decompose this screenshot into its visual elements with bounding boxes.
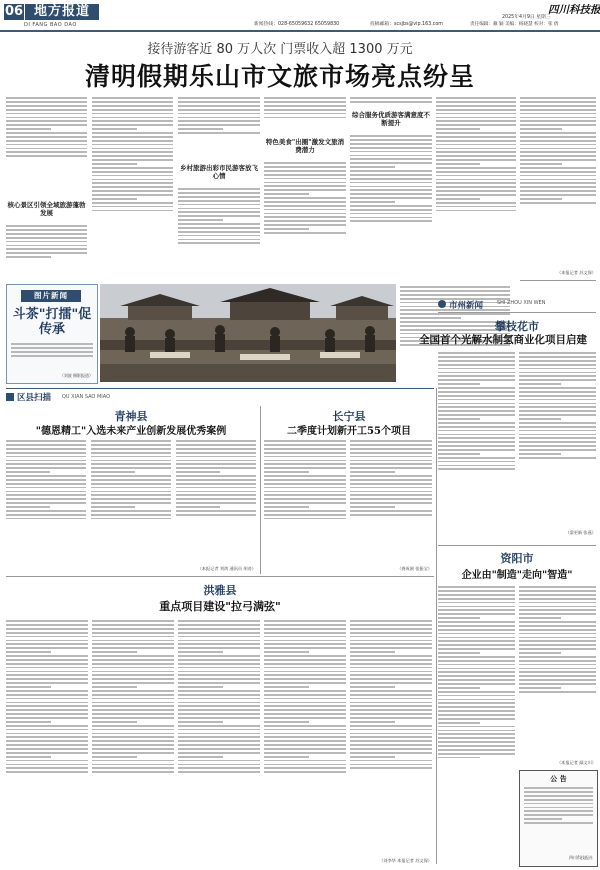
- subhead-text: 综合服务优质游客满意度不断提升: [352, 111, 430, 127]
- lead-subhead-2: [178, 164, 260, 180]
- public-notice-title: 公 告: [550, 774, 567, 783]
- editor-credits: 责任编辑：戴 颖 美编：杨晓慧 校对：张 倩: [470, 22, 559, 27]
- photo-news-caption: [11, 341, 93, 371]
- hongya-county: 洪雅县: [203, 584, 237, 597]
- panzhihua-title: 全国首个光解水制氢商业化项目启建: [419, 334, 587, 346]
- hongya-col2: [92, 618, 174, 864]
- panzhihua-col2: [519, 350, 596, 526]
- subhead-text: 特色美食"出圈"激发文旅消费潜力: [265, 138, 345, 154]
- public-notice-box: [519, 770, 598, 867]
- column-divider: [260, 406, 261, 574]
- panzhihua-byline: （梁更新 张燕）: [565, 530, 596, 535]
- lead-col4-text: [264, 95, 346, 135]
- hongya-col5: [350, 618, 432, 856]
- lead-col1-text-b: [6, 223, 87, 280]
- lead-col6-text: [436, 95, 516, 279]
- photo-news-badge: 图片新闻: [21, 290, 81, 302]
- ziyang-title: 企业由"制造"走向"智造": [461, 570, 573, 581]
- changning-col2: [350, 438, 432, 564]
- hongya-col4: [264, 618, 346, 864]
- section-pinyin: DI FANG BAO DAO: [24, 22, 77, 28]
- lead-col5-text-b: [350, 133, 432, 279]
- lead-col2-text: [92, 95, 173, 279]
- qingshen-byline: （本报记者 刘鸿 通讯员 胡奇）: [197, 566, 256, 571]
- ziyang-byline: （本报记者 鄢文川）: [556, 760, 596, 765]
- changning-col1: [264, 438, 346, 572]
- county-scan-icon: [6, 393, 14, 401]
- lead-col7-text: [520, 95, 596, 267]
- hongya-byline: （刘李华 本报记者 苏文保）: [379, 858, 432, 863]
- county-scan-label: 区县扫描: [17, 393, 52, 403]
- lead-col4-text-b: [264, 160, 346, 279]
- hongya-col1: [6, 618, 88, 864]
- lead-col5-text: [350, 95, 432, 109]
- panzhihua-col1: [438, 350, 515, 540]
- photo-news-box: [6, 284, 98, 384]
- qingshen-col2: [91, 438, 171, 572]
- lead-col1-text: [6, 95, 87, 198]
- news-hotline: 新闻热线：028-65059632 65059830: [254, 22, 340, 27]
- ziyang-col2: [519, 584, 596, 758]
- photo-news-title: 斗茶"打擂"促传承: [12, 307, 92, 337]
- city-news-underline: [438, 312, 596, 313]
- lead-subhead-1: [6, 201, 87, 217]
- page-number: 06: [4, 4, 24, 19]
- lead-headline: 清明假期乐山市文旅市场亮点纷呈: [84, 62, 475, 91]
- ziyang-city: 资阳市: [500, 552, 534, 565]
- issue-date: 2025年4月9日 星期三: [502, 15, 551, 20]
- city-news-pinyin: SHI ZHOU XIN WEN: [497, 300, 546, 306]
- hongya-rule: [6, 576, 434, 577]
- changning-county: 长宁县: [332, 410, 366, 423]
- column-divider: [436, 388, 437, 864]
- subhead-text: 乡村旅游出彩市民游客放飞心情: [180, 164, 258, 180]
- panzhihua-end-rule: [438, 545, 596, 546]
- lead-byline: （本报记者 苏文保）: [556, 270, 596, 275]
- newspaper-logo: 四川科技报: [548, 4, 600, 16]
- hongya-title: 重点项目建设"拉弓满弦": [159, 600, 281, 613]
- masthead-rule: [0, 30, 600, 32]
- qingshen-title: "德恩精工"入选未来产业创新发展优秀案例: [35, 426, 227, 437]
- qingshen-county: 青神县: [114, 410, 148, 423]
- lead-col3-text-b: [178, 186, 260, 279]
- photo-credit: （刘波 摄影报道）: [59, 373, 93, 378]
- lead-subhead-3: [264, 138, 346, 154]
- county-scan-pinyin: QU XIAN SAO MIAO: [62, 394, 111, 400]
- qingshen-col3: [176, 438, 256, 564]
- qingshen-col1: [6, 438, 86, 572]
- city-news-label: 市州新闻: [449, 301, 484, 311]
- tea-competition-photo-graphic: [100, 284, 396, 382]
- hongya-col3: [178, 618, 260, 864]
- subhead-text: 核心景区引领全域旅游蓬勃发展: [7, 201, 86, 217]
- submission-email: 投稿邮箱：scsjbs@vip.163.com: [370, 22, 443, 27]
- lead-kicker: 接待游客近 80 万人次 门票收入超 1300 万元: [147, 42, 413, 57]
- public-notice-issuer: 四川科技报社: [569, 855, 593, 860]
- city-news-icon: [438, 300, 446, 308]
- tea-competition-photo: [100, 284, 396, 382]
- lead-subhead-4: [350, 111, 432, 127]
- ziyang-col1: [438, 584, 515, 864]
- county-scan-rule: [6, 388, 434, 389]
- panzhihua-city: 攀枝花市: [495, 320, 539, 333]
- public-notice-text: [524, 785, 593, 851]
- lead-col3-text: [178, 95, 260, 161]
- masthead: [0, 0, 600, 34]
- county-scan-tag: [6, 392, 126, 404]
- changning-byline: （龚成刚 张振宝）: [397, 566, 432, 571]
- changning-title: 二季度计划新开工55个项目: [287, 426, 411, 437]
- city-news-rule: [520, 280, 596, 281]
- section-title: 地方报道: [25, 4, 99, 20]
